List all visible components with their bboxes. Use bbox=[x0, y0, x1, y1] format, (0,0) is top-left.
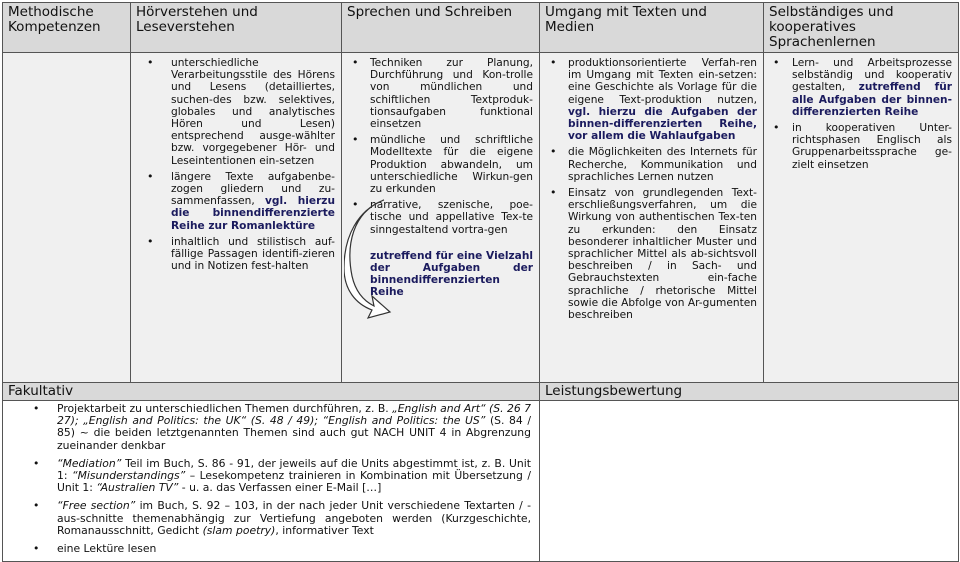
cell-selbstaendiges-lernen bbox=[764, 53, 959, 383]
header-umgang-texten-medien: Umgang mit Texten und Medien bbox=[540, 3, 764, 53]
fakultativ-list bbox=[3, 401, 539, 555]
cell-leistungsbewertung bbox=[540, 401, 959, 562]
list-item: • produktionsorientierte Verfah-ren im Umgang mit Texten ein-setzen: eine Geschichte als Vorlage für die eigene Text-produktion nutzen, vgl. hierzu die Aufgaben der binnen-differenzierten Reihe, vor allem die Wahlaufgaben bbox=[540, 57, 757, 142]
list-item: • Einsatz von grundlegenden Text-erschließungsverfahren, um die Wirkung von authentischen Tex-ten zu erkunden: den Einsatz besonderer inhaltlicher Muster und sprachlicher Mittel als ab-sichtsvoll beschreiben / in Sach- und Gebrauchstexten ein-fache sprachliche / rhetorische Mittel sowie die Abfolge von Ar-gumenten beschreiben bbox=[540, 187, 757, 321]
empty-method-cell bbox=[3, 53, 131, 383]
list-item: • Techniken zur Planung, Durchführung und Kon-trolle von mündlichen und schiftlichen Textproduk-tionsaufgaben funktional einsetzen bbox=[342, 57, 533, 130]
selbstaendig-list bbox=[764, 53, 958, 171]
list-item: • inhaltlich und stilistisch auf-fällige Passagen identifi-zieren und in Notizen fest-halten bbox=[131, 236, 335, 273]
arrow-shape bbox=[344, 200, 390, 318]
competency-table bbox=[2, 2, 959, 562]
header-sprechen-schreiben: Sprechen und Schreiben bbox=[342, 3, 540, 53]
cell-fakultativ bbox=[3, 401, 540, 562]
cell-umgang-texten bbox=[540, 53, 764, 383]
list-item: • Projektarbeit zu unterschiedlichen Themen durchführen, z. B. „English and Art“ (S. 26 7 27); „English and Politics: the UK“ (S. 48 / 49); “English and Politics: the US” (S. 84 / 85) ~ die beiden letztgenannten Themen sind auch gut NACH UNIT 4 in Abgrenzung zueinander denkbar bbox=[3, 403, 531, 452]
list-item: • eine Lektüre lesen bbox=[3, 543, 531, 555]
list-item: • die Möglichkeiten des Internets für Recherche, Kommunikation und sprachliches Lernen nutzen bbox=[540, 146, 757, 183]
curved-arrow-icon bbox=[344, 196, 396, 320]
hoerverstehen-list bbox=[131, 53, 341, 272]
list-item: • “Free section” im Buch, S. 92 – 103, in der nach jeder Unit verschiedene Textarten / -aus-schnitte themenabhängig zur Vertiefung angeboten werden (Kurzgeschichte, Romanausschnitt, Gedicht (slam poetry), informativer Text bbox=[3, 500, 531, 537]
sprechen-note: zutreffend für eine Vielzahl der Aufgaben der binnendifferenzierten Reihe bbox=[370, 249, 534, 299]
header-leistungsbewertung: Leistungsbewertung bbox=[540, 383, 959, 401]
list-item: • narrative, szenische, poe-tische und appellative Tex-te sinngestaltend vortra-gen bbox=[342, 199, 533, 236]
list-item: • Lern- und Arbeitsprozesse selbständig und kooperativ gestalten, zutreffend für alle Aufgaben der binnen-differenzierten Reihe bbox=[764, 57, 952, 118]
list-item: • in kooperativen Unter-richtsphasen Englisch als Gruppenarbeitssprache ge-zielt einsetzen bbox=[764, 122, 952, 171]
list-item: • unterschiedliche Verarbeitungsstile des Hörens und Lesens (detailliertes, suchen-des bzw. selektives, globales und analytisches Hören und Lesen) entsprechend ausge-wählter bzw. vorgegebener Hör- und Leseintentionen ein-setzen bbox=[131, 57, 335, 167]
header-fakultativ: Fakultativ bbox=[3, 383, 540, 401]
cell-hoerverstehen bbox=[131, 53, 342, 383]
list-item: • mündliche und schriftliche Modelltexte für die eigene Produktion abwandeln, um unterschiedliche Wirkun-gen zu erkunden bbox=[342, 134, 533, 195]
header-methodische-kompetenzen: Methodische Kompetenzen bbox=[3, 3, 131, 53]
header-selbstaendiges-lernen: Selbständiges und kooperatives Sprachenlernen bbox=[764, 3, 959, 53]
header-hoerverstehen: Hörverstehen und Leseverstehen bbox=[131, 3, 342, 53]
umgang-list bbox=[540, 53, 763, 321]
list-item: • “Mediation” Teil im Buch, S. 86 - 91, der jeweils auf die Units abgestimmt ist, z. B. Unit 1: “Misunderstandings” – Lesekompetenz trainieren in Kombination mit Übersetzung / Unit 1: “Australien TV” - u. a. das Verfassen einer E-Mail […] bbox=[3, 458, 531, 495]
list-item: • längere Texte aufgabenbe-zogen gliedern und zu-sammenfassen, vgl. hierzu die binnendifferenzierte Reihe zur Romanlektüre bbox=[131, 171, 335, 232]
